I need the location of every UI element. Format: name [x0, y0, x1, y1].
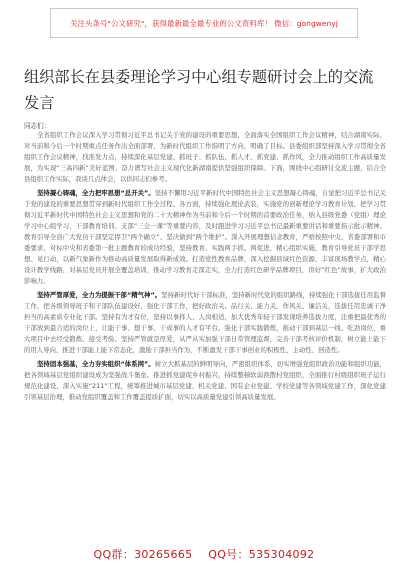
document-title: 组织部长在县委理论学习中心组专题研讨会上的交流发言: [24, 68, 374, 112]
promo-banner-text: 关注头条号"公文研究"，获得最新最全最专业的公文资料库！ 微信：gongwenyj: [70, 18, 338, 28]
qq-group: QQ群：30265665: [93, 548, 193, 561]
paragraph-lead: 坚持严管厚爱，全力为提振干部“精气神”。: [37, 291, 162, 299]
greeting: 同志们：: [24, 122, 51, 130]
paragraph-text: 全省组织工作会议深入学习贯彻习近平总书记关于党的建设的重要思想，全面落实全国组织工作会议精神，结合湖南实际，对当前和今后一个时期重点任务作出全面部署，为新时代组织工作指明了方向，明确了目标。县委组织部坚持深入学习贯彻全省组织工作会议精神，找准发力点，持续深化基层党建、抓班子、抓队伍、抓人才、抓党建、抓作风，全力推动组织工作高质量发展，为实现“三高四新”美好蓝图、奋力谱写社会主义现代化新湖南提供坚强组织保障。下面，围绕中心组研讨交流主题，结合全县组织工作实际，我谈几点体会，以供同志们参考。: [24, 131, 386, 183]
paragraph-section-1: [24, 188, 386, 287]
document-body: [24, 130, 387, 401]
paragraph-text: 坚持不懈用习近平新时代中国特色社会主义思想凝心铸魂，自觉把习近平总书记关于党的建设的重要思想贯穿到新时代组织工作全过程、各方面，持续强化理论武装，实施党的创新理论学习教育计划，把学习贯彻习近平新时代中国特色社会主义思想和党的二十大精神作为当前和今后一个时期的首要政治任务，纳入县级党委（党组）理论学习中心组学习、干部教育培训、支部“三会一课”等重要内容，及时跟进学习习近平总书记最新重要讲话和重要指示批示精神。教育引导全县广大党员干部坚定捍卫“两个确立”、坚决做到“两个维护”。深入开展理想信念教育，严格按照中央、省委部署和市委要求，对标中央和省委第一批主题教育的成功经验，坚持教育、实践两手抓、两促进，精心组织实施，教育引导党员干部学思想、见行动，以新气象新作为推动高质量发展取得新成效。打造党性教育品牌，深入挖掘县域红色资源，丰富现场教学点，精心设计教学线路，对基层党员开展全覆盖培训，推动学习教育走深走实，全力打造红色研学品牌项目，讲好“红色”故事，扩大政治影响力。: [24, 189, 387, 285]
paragraph-lead: 坚持凝心铸魂，全力把牢思想“总开关”。: [37, 189, 155, 197]
paragraph-intro: [24, 130, 386, 185]
paragraph-text: 树立大抓基层的鲜明导向，严密组织体系，切实增强党组织政治功能和组织功能，把各领域基层党组织建设成为坚强战斗堡垒。推进抓党建促乡村振兴，持续整顿软弱涣散村党组织，全面推行村级组织班子运行规范化建设，深入实施“211”工程，统筹推进城市基层党建、机关党建、国有企业党建、学校党建等各领域党建工作，深化党建引领基层治理，推动党组织覆盖和工作覆盖提质扩面，切实以高质量党建引领高质量发展。: [24, 360, 387, 401]
paragraph-lead: 坚持固本强基，全力夯实组织“体系网”。: [37, 360, 155, 368]
promo-banner: [50, 8, 358, 38]
paragraph-section-3: [24, 359, 387, 401]
paragraph-section-2: [24, 290, 386, 356]
qq-id: QQ号：535304092: [208, 548, 315, 561]
contact-footer: [0, 546, 408, 562]
paragraph-text: 坚持新时代好干部标准，坚持新时代党的组织路线，持续强化干部选拔任用监督工作，把各级领导班子和干部队伍建设好，强化干部工作，把好政治关、品行关、能力关、作风关、廉洁关，选拔任用忠诚干净担当的高素质专业化干部。坚持有为才有位，坚持以事择人、人岗相适，加大优秀年轻干部发现培养选拔力度，注重把最优秀的干部放到最合适的岗位上，让能干事、想干事、干成事的人才有平台。强化干部实践锻炼，推动干部到基层一线、吃劲岗位、重大项目中去经受锻炼、接受考验。坚持严管就是厚爱，从严从实加强干部日常管理监督，完善干部考核评价机制，树立能上能下的用人导向，推进干部能上能下常态化，激励干部担当作为，不断激发干部干事创业的积极性、主动性、创造性。: [24, 291, 387, 354]
